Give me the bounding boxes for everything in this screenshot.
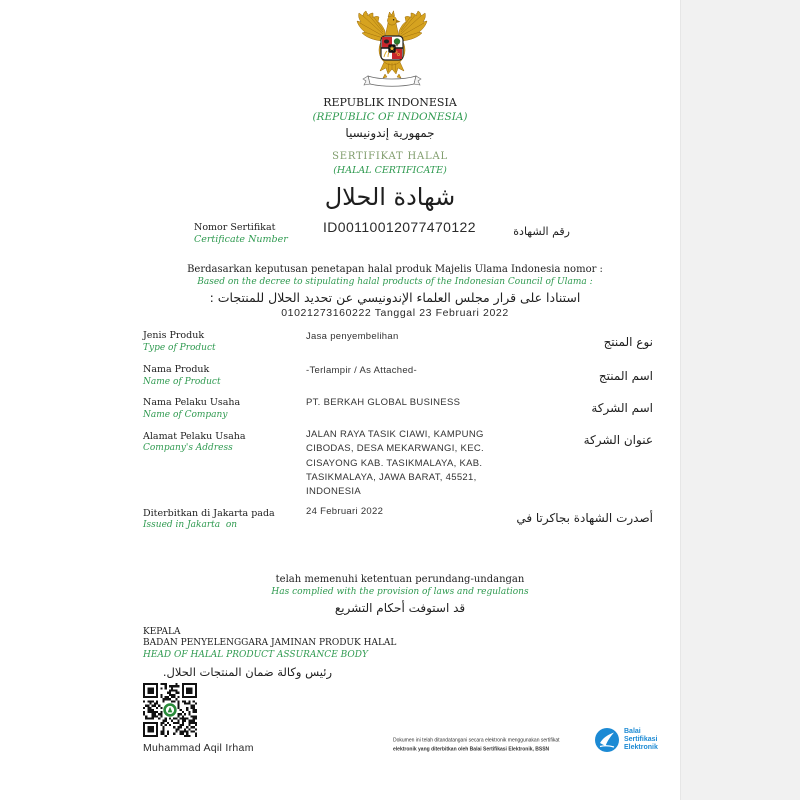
issued-date-label-english: Issued in Jakarta on — [143, 520, 238, 530]
bsre-text-line: Balai — [624, 728, 641, 735]
company-address-value — [306, 428, 484, 499]
product-name-label: Nama Produk — [143, 364, 210, 375]
company-name-value: PT. BERKAH GLOBAL BUSINESS — [306, 397, 461, 408]
qr-code-icon — [143, 683, 197, 737]
esign-note-line-2: elektronik yang diterbitkan oleh Balai Sertifikasi Elektronik, BSSN — [393, 746, 550, 752]
address-line: INDONESIA — [306, 486, 361, 497]
company-address-label-arabic: عنوان الشركة — [583, 433, 653, 447]
issued-date-label-arabic: أصدرت الشهادة بجاكرتا في — [516, 511, 653, 525]
decree-statement: Berdasarkan keputusan penetapan halal produk Majelis Ulama Indonesia nomor : — [187, 264, 603, 275]
document-title-english: (HALAL CERTIFICATE) — [333, 165, 447, 176]
signatory-name: Muhammad Aqil Irham — [143, 742, 254, 754]
decree-statement-english: Based on the decree to stipulating halal products of the Indonesian Council of Ulama : — [197, 277, 593, 287]
certificate-number-value: ID00110012077470122 — [323, 219, 476, 235]
product-type-label-arabic: نوع المنتج — [603, 335, 653, 349]
signatory-title-arabic: رئيس وكالة ضمان المنتجات الحلال. — [162, 665, 332, 679]
document-title: SERTIFIKAT HALAL — [332, 151, 448, 162]
product-type-label: Jenis Produk — [143, 330, 205, 341]
esign-note-line-1: Dokumen ini telah ditandatangani secara elektronik menggunakan sertifikat — [393, 737, 560, 743]
decree-statement-arabic: استنادا على قرار مجلس العلماء الإندونيسي عن تحديد الحلال للمنتجات : — [209, 290, 581, 305]
signatory-title-line-1: KEPALA — [143, 627, 181, 637]
bsre-text-line: Elektronik — [624, 744, 658, 751]
product-type-label-english: Type of Product — [143, 343, 216, 353]
signatory-title-english: HEAD OF HALAL PRODUCT ASSURANCE BODY — [143, 650, 368, 660]
bsre-text-line: Sertifikasi — [624, 736, 658, 743]
product-type-value: Jasa penyembelihan — [306, 331, 399, 342]
address-line: CIBODAS, DESA MEKARWANGI, KEC. — [306, 443, 484, 455]
company-name-label: Nama Pelaku Usaha — [143, 397, 241, 408]
country-name-english: (REPUBLIC OF INDONESIA) — [312, 111, 468, 123]
compliance-statement-english: Has complied with the provision of laws and regulations — [271, 587, 529, 597]
company-name-label-english: Name of Company — [143, 410, 228, 420]
company-address-label: Alamat Pelaku Usaha — [143, 431, 246, 442]
product-name-label-arabic: اسم المنتج — [598, 369, 653, 383]
issued-date-value: 24 Februari 2022 — [306, 506, 384, 517]
bsre-logo-text — [624, 728, 658, 752]
document-title-arabic: شهادة الحلال — [324, 183, 456, 211]
issued-date-label: Diterbitkan di Jakarta pada — [143, 508, 275, 519]
address-line: JALAN RAYA TASIK CIAWI, KAMPUNG — [306, 429, 484, 440]
company-name-label-arabic: اسم الشركة — [591, 401, 653, 415]
address-line: CISAYONG KAB. TASIKMALAYA, KAB. — [306, 457, 483, 469]
product-name-label-english: Name of Product — [143, 377, 221, 387]
certificate-number-label-arabic: رقم الشهادة — [513, 225, 570, 238]
product-name-value: -Terlampir / As Attached- — [306, 365, 417, 376]
bsre-logo-icon — [594, 727, 620, 753]
certificate-number-label-english: Certificate Number — [194, 234, 288, 245]
garuda-emblem-icon — [354, 10, 430, 90]
address-line: TASIKMALAYA, JAWA BARAT, 45521, — [306, 471, 477, 483]
compliance-statement-arabic: قد استوفت أحكام التشريع — [334, 601, 466, 615]
country-name-arabic: جمهورية إندونيسيا — [345, 126, 435, 140]
country-name: REPUBLIK INDONESIA — [323, 96, 457, 109]
electronic-signature-note — [393, 736, 559, 754]
company-address-label-english: Company's Address — [143, 443, 233, 453]
certificate-number-label: Nomor Sertifikat — [194, 222, 276, 233]
compliance-statement: telah memenuhi ketentuan perundang-undangan — [275, 574, 525, 585]
decree-number-date: 01021273160222 Tanggal 23 Februari 2022 — [281, 307, 509, 319]
signatory-title-line-2: BADAN PENYELENGGARA JAMINAN PRODUK HALAL — [143, 638, 397, 648]
